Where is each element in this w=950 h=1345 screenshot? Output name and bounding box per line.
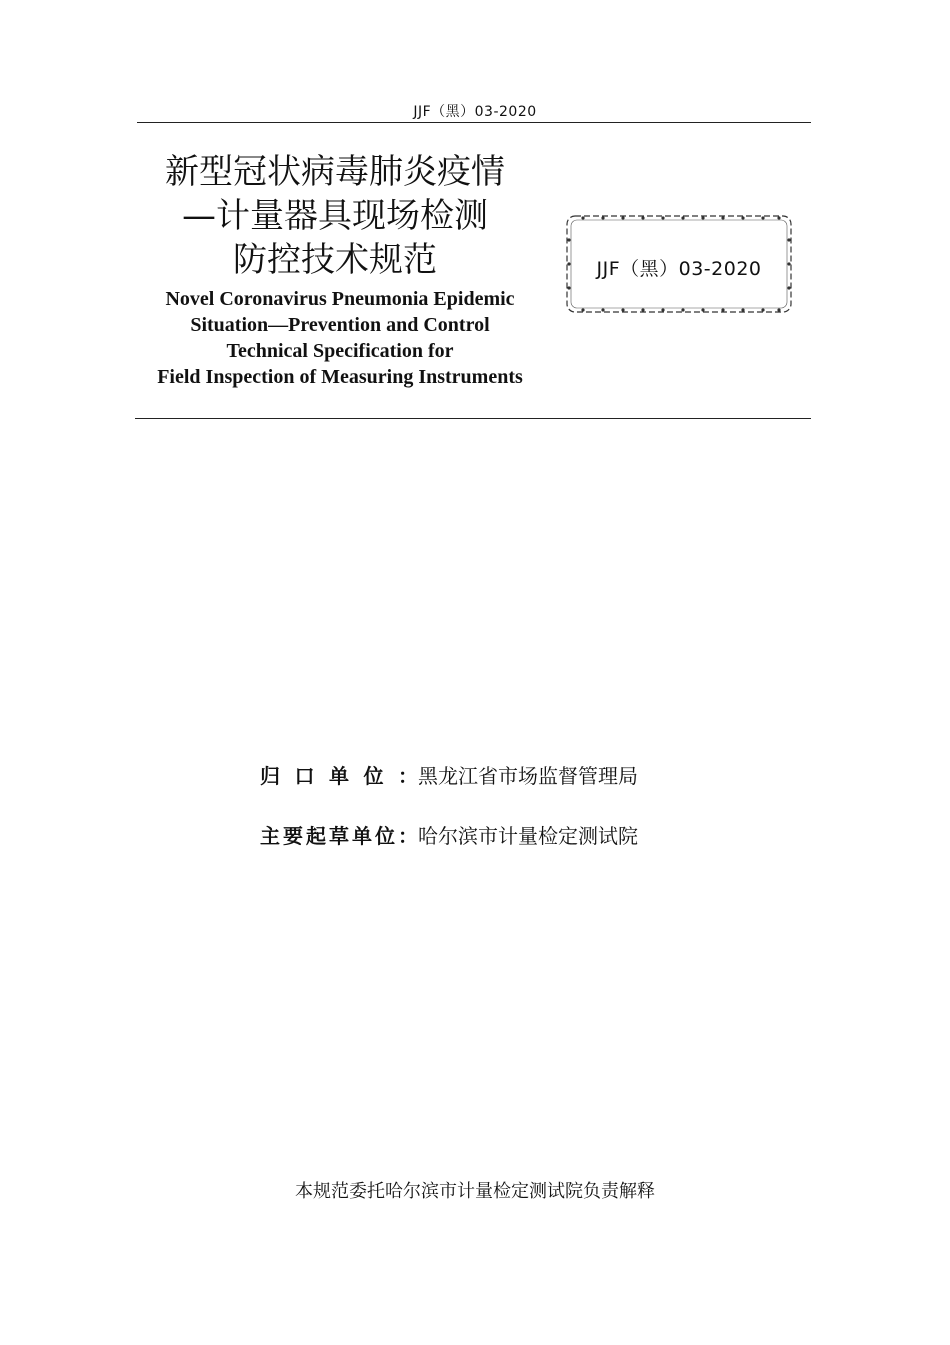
responsible-unit-row: [260, 760, 638, 789]
drafting-unit-value: 哈尔滨市计量检定测试院: [418, 824, 638, 848]
main-divider: [135, 418, 811, 419]
standard-code-frame: [563, 212, 795, 316]
title-en-line-3: Technical Specification for: [226, 340, 454, 362]
drafting-unit-label: 主要起草单位：: [260, 824, 418, 848]
title-english: [120, 286, 560, 390]
title-en-line-2: Situation—Prevention and Control: [190, 314, 490, 336]
responsible-unit-value: 黑龙江省市场监督管理局: [418, 764, 638, 788]
title-en-line-1: Novel Coronavirus Pneumonia Epidemic: [165, 288, 515, 310]
title-cn-line-3: 防控技术规范: [233, 240, 437, 280]
title-chinese: [130, 150, 540, 282]
title-en-line-4: Field Inspection of Measuring Instruments: [157, 366, 523, 388]
title-cn-line-2: —计量器具现场检测: [182, 196, 488, 236]
responsible-unit-label: 归口单位：: [260, 764, 418, 788]
drafting-unit-row: [260, 820, 638, 849]
header-standard-code: JJF（黑）03-2020: [413, 104, 537, 120]
framed-standard-code: JJF（黑）03-2020: [596, 258, 762, 280]
header-divider: [137, 122, 811, 123]
interpretation-note: 本规范委托哈尔滨市计量检定测试院负责解释: [295, 1181, 655, 1202]
title-cn-line-1: 新型冠状病毒肺炎疫情: [165, 152, 505, 192]
